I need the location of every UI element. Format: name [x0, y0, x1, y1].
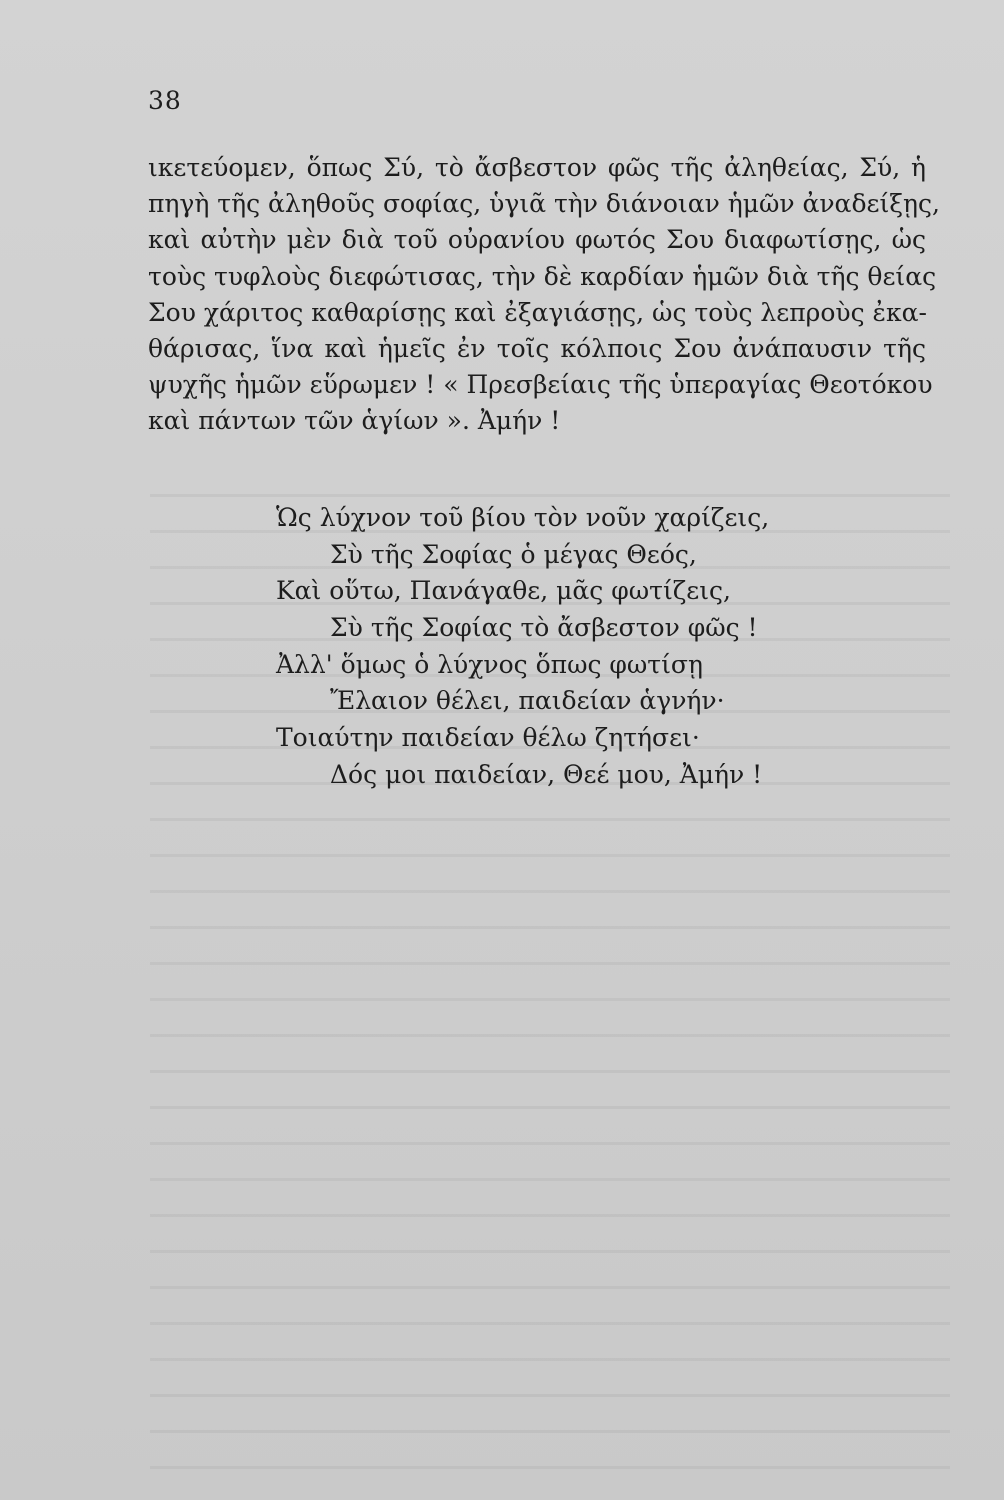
poem-line: Τοιαύτην παιδείαν θέλω ζητήσει·	[276, 723, 700, 753]
prose-line: ψυχῆς ἡμῶν εὕρωμεν ! « Πρεσβείαις τῆς ὑπεραγίας Θεοτόκου	[148, 370, 933, 400]
prose-line: καὶ αὐτὴν μὲν διὰ τοῦ οὐρανίου φωτός Σου διαφωτίσῃς, ὡς	[148, 225, 926, 255]
prose-line: Σου χάριτος καθαρίσῃς καὶ ἐξαγιάσῃς, ὡς τοὺς λεπροὺς ἐκα-	[148, 297, 927, 327]
poem-line: Ἀλλ' ὅμως ὁ λύχνος ὅπως φωτίσῃ	[276, 649, 703, 679]
prose-line: καὶ πάντων τῶν ἁγίων ». Ἀμήν !	[148, 406, 561, 436]
prose-line: τοὺς τυφλοὺς διεφώτισας, τὴν δὲ καρδίαν ἡμῶν διὰ τῆς θείας	[148, 261, 937, 291]
poem-line: Ὡς λύχνον τοῦ βίου τὸν νοῦν χαρίζεις,	[276, 503, 770, 532]
poem	[0, 500, 1004, 794]
poem-line: Σὺ τῆς Σοφίας τὸ ἄσβεστον φῶς !	[330, 613, 758, 643]
poem-line: Καὶ οὕτω, Πανάγαθε, μᾶς φωτίζεις,	[276, 576, 732, 606]
poem-line: Δός μοι παιδείαν, Θεέ μου, Ἀμήν !	[330, 759, 763, 789]
page-number: 38	[148, 86, 182, 115]
poem-line: Σὺ τῆς Σοφίας ὁ μέγας Θεός,	[330, 539, 697, 569]
poem-line: Ἔλαιον θέλει, παιδείαν ἁγνήν·	[330, 686, 725, 716]
prose-paragraph	[148, 150, 940, 440]
prose-line: ικετεύομεν, ὅπως Σύ, τὸ ἄσβεστον φῶς τῆς ἀληθείας, Σύ, ἡ	[148, 153, 926, 182]
prose-line: θάρισας, ἵνα καὶ ἡμεῖς ἐν τοῖς κόλποις Σου ἀνάπαυσιν τῆς	[148, 333, 926, 363]
prose-line: πηγὴ τῆς ἀληθοῦς σοφίας, ὑγιᾶ τὴν διάνοιαν ἡμῶν ἀναδείξῃς,	[148, 189, 940, 219]
